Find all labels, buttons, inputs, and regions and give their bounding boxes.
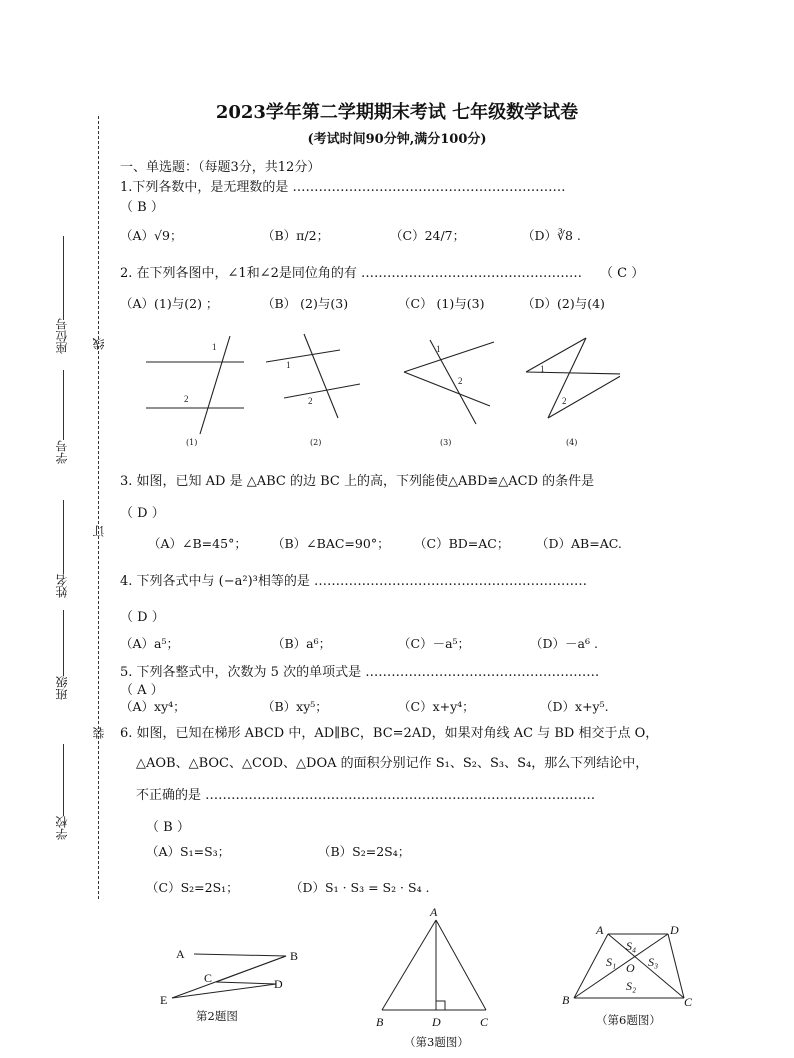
q6-area-s1: S₁	[606, 955, 617, 969]
seal-char-pack: 装	[92, 727, 106, 739]
q3-stem: 3. 如图，已知 AD 是 △ABC 的边 BC 上的高，下列能使△ABD≌△ACD 的条件是	[120, 474, 595, 489]
fig4-angle-2: 2	[562, 396, 567, 406]
q3-option-b: （B）∠BAC=90°；	[272, 536, 390, 551]
q5-option-d: （D）x+y⁵.	[540, 699, 609, 714]
q1-option-a: （A）√9；	[120, 228, 183, 243]
q3-diagram	[372, 902, 502, 1032]
fig1-angle-1: 1	[212, 342, 217, 352]
q6-point-b: B	[562, 993, 570, 1007]
q6-figure-caption: （第6题图）	[596, 1013, 661, 1027]
binding-dashed-line	[98, 116, 99, 899]
q3-point-a: A	[430, 905, 438, 919]
q6-area-s4: S₄	[626, 939, 637, 953]
field-name-line[interactable]	[63, 500, 64, 574]
q2-figure-caption: 第2题图	[196, 1009, 238, 1023]
fig2-angle-1: 1	[286, 360, 291, 370]
q3-figure-caption: （第3题图）	[404, 1035, 469, 1049]
q5-stem: 5. 下列各整式中，次数为 5 次的单项式是 ………………………………………………	[120, 665, 600, 680]
q1-option-b: （B）π/2；	[262, 228, 330, 243]
fig3-angle-2: 2	[458, 376, 463, 386]
q2-fig3-label: (3)	[440, 438, 452, 447]
q2-option-c: （C） (1)与(3)	[398, 296, 485, 311]
q2-stem: 2. 在下列各图中，∠1和∠2是同位角的有 ……………………………………………	[120, 266, 582, 281]
section-heading: 一、单选题：（每题3分，共12分）	[120, 160, 321, 175]
q2-option-b: （B） (2)与(3)	[262, 296, 349, 311]
q3-option-c: （C）BD=AC；	[414, 536, 510, 551]
paper-subtitle: (考试时间90分钟,满分100分)	[307, 132, 487, 147]
q2-point-b: B	[290, 949, 299, 963]
field-student-no-line[interactable]	[63, 370, 64, 440]
q2-answer: （ C ）	[600, 266, 645, 281]
q6-area-s2: S₂	[626, 979, 637, 993]
q2-point-e: E	[160, 993, 168, 1007]
q6-diagram	[560, 922, 700, 1014]
q6-point-c: C	[684, 995, 693, 1009]
q3-option-d: （D）AB=AC.	[536, 536, 622, 551]
q6-option-c: （C）S₂=2S₁；	[146, 880, 239, 895]
q6-point-a: A	[596, 923, 604, 937]
fig2-angle-2: 2	[308, 396, 313, 406]
q3-answer: （ D ）	[120, 506, 165, 521]
q3-point-b: B	[376, 1015, 384, 1029]
q3-option-a: （A）∠B=45°；	[148, 536, 247, 551]
q2-fig1-label: (1)	[186, 438, 198, 447]
q6-area-s3: S₃	[648, 955, 659, 969]
field-school-label: 学校	[55, 816, 69, 840]
field-name-label: 姓名	[55, 574, 69, 598]
q5-option-b: （B）xy⁵；	[262, 699, 328, 714]
q1-option-d: （D）∛8 .	[522, 228, 581, 243]
q3-point-d: D	[432, 1015, 441, 1029]
q1-answer: （ B ）	[120, 200, 164, 215]
q3-point-c: C	[480, 1015, 489, 1029]
q4-option-c: （C）－a⁵；	[398, 636, 471, 651]
q4-option-a: （A）a⁵；	[120, 636, 179, 651]
q2-point-d: D	[274, 977, 283, 991]
fig3-angle-1: 1	[436, 344, 441, 354]
fig1-angle-2: 2	[184, 394, 189, 404]
q2-point-a: A	[176, 947, 185, 961]
q5-answer: （ A ）	[120, 683, 164, 698]
q4-stem: 4. 下列各式中与 (−a²)³相等的是 ………………………………………………………	[120, 574, 588, 589]
q6-point-o: O	[626, 961, 635, 975]
q6-stem-line3: 不正确的是 ………………………………………………………………………………	[136, 788, 596, 803]
q4-option-d: （D）－a⁶ .	[530, 636, 598, 651]
q2-point-c: C	[204, 971, 213, 985]
seal-char-bind: 订	[92, 525, 106, 537]
q6-stem-line1: 6. 如图，已知在梯形 ABCD 中，AD∥BC，BC=2AD，如果对角线 AC 与 BD 相交于点 O，	[120, 726, 659, 741]
q6-point-d: D	[670, 923, 679, 937]
q2-diagram	[150, 940, 320, 1010]
fig4-angle-1: 1	[540, 364, 545, 374]
q1-stem: 1.下列各数中，是无理数的是 ………………………………………………………	[120, 180, 566, 195]
q5-option-c: （C）x+y⁴；	[398, 699, 475, 714]
field-seat-label: 座位号	[55, 318, 69, 354]
q4-answer: （ D ）	[120, 610, 165, 625]
field-school-line[interactable]	[63, 744, 64, 816]
field-seat-line[interactable]	[63, 236, 64, 320]
q5-option-a: （A）xy⁴；	[120, 699, 186, 714]
field-student-no-label: 学号	[55, 440, 69, 464]
q2-option-d: （D）(2)与(4)	[522, 296, 605, 311]
q1-option-c: （C）24/7；	[390, 228, 466, 243]
q6-option-d: （D）S₁ · S₃ = S₂ · S₄ .	[290, 880, 430, 895]
q6-option-b: （B）S₂=2S₄；	[318, 844, 411, 859]
q2-fig2-label: (2)	[310, 438, 322, 447]
paper-title: 2023学年第二学期期末考试 七年级数学试卷	[215, 102, 579, 123]
q6-answer: （ B ）	[146, 820, 190, 835]
q2-figures	[120, 326, 620, 450]
seal-char-line: 线	[92, 338, 106, 350]
field-class-label: 班级	[55, 676, 69, 700]
q6-option-a: （A）S₁=S₃；	[146, 844, 231, 859]
q4-option-b: （B）a⁶；	[272, 636, 332, 651]
q2-option-a: （A）(1)与(2) ；	[120, 296, 219, 311]
q6-stem-line2: △AOB、△BOC、△COD、△DOA 的面积分别记作 S₁、S₂、S₃、S₄，那么下列结论中，	[136, 756, 649, 771]
field-class-line[interactable]	[63, 610, 64, 676]
q2-fig4-label: (4)	[566, 438, 578, 447]
